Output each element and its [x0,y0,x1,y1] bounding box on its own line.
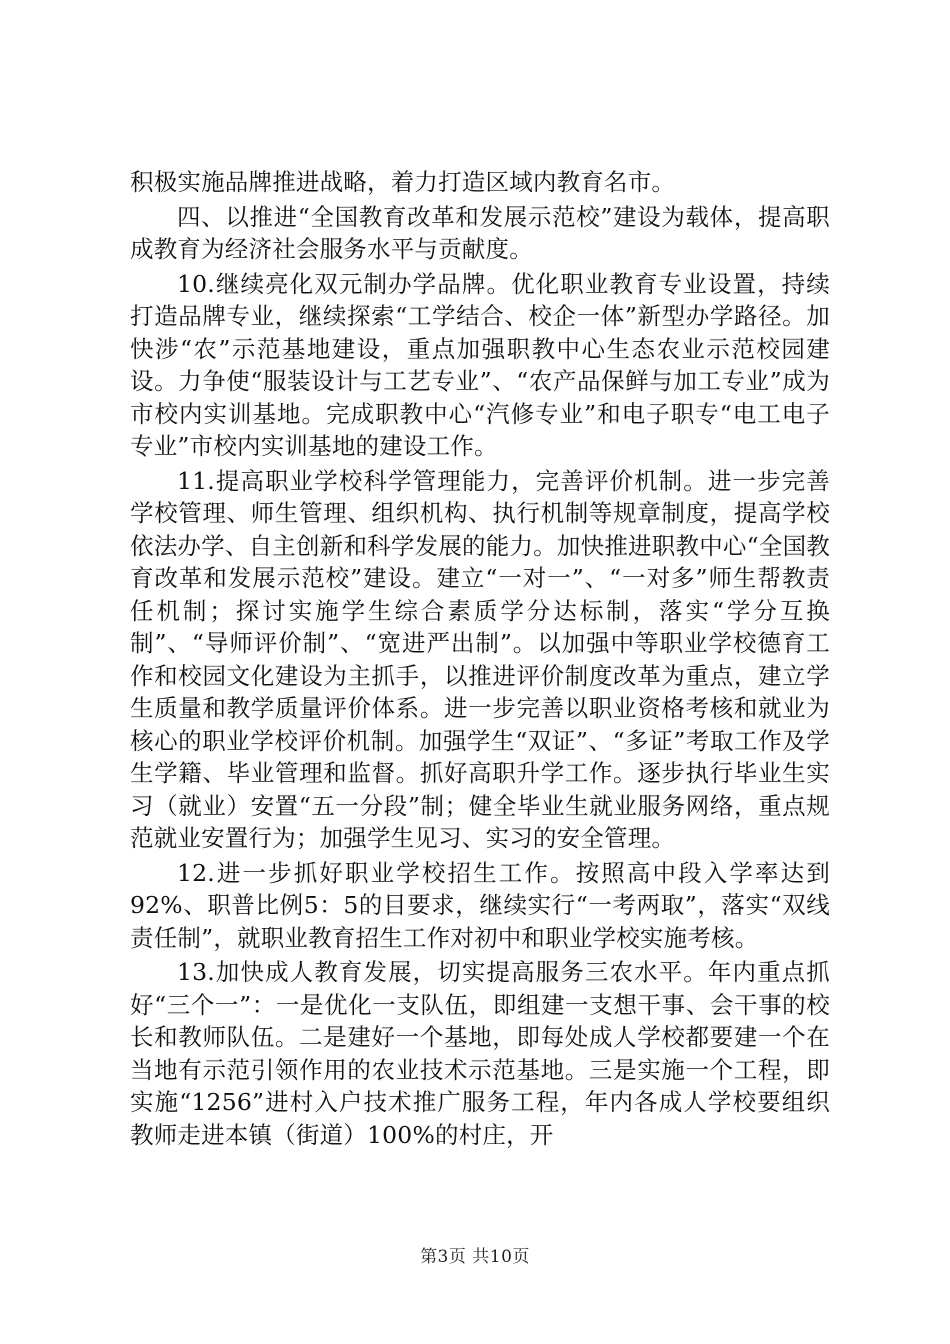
paragraph-1: 积极实施品牌推进战略，着力打造区域内教育名市。 [130,168,676,196]
page-number-footer: 第3页 共10页 [420,1247,530,1267]
paragraph-4: 11.提高职业学校科学管理能力，完善评价机制。进一步完善学校管理、师生管理、组织机构、执行机制等规章制度，提高学校依法办学、自主创新和科学发展的能力。加快推进职教中心“全国教育改革和发展示范校”建设。建立“一对一”、“一对多”师生帮教责任机制；探讨实施学生综合素质学分达标制，落实“学分互换制”、“导师评价制”、“宽进严出制”。以加强中等职业学校德育工作和校园文化建设为主抓手，以推进评价制度改革为重点，建立学生质量和教学质量评价体系。进一步完善以职业资格考核和就业为核心的职业学校评价机制。加强学生“双证”、“多证”考取工作及学生学籍、毕业管理和监督。抓好高职升学工作。逐步执行毕业生实习（就业）安置“五一分段”制；健全毕业生就业服务网络，重点规范就业安置行为；加强学生见习、实习的安全管理。 [130,466,830,852]
paragraph-2: 四、以推进“全国教育改革和发展示范校”建设为载体，提高职成教育为经济社会服务水平与贡献度。 [130,202,830,263]
paragraph-6: 13.加快成人教育发展，切实提高服务三农水平。年内重点抓好“三个一”：一是优化一支队伍，即组建一支想干事、会干事的校长和教师队伍。二是建好一个基地，即每处成人学校都要建一个在当地有示范引领作用的农业技术示范基地。三是实施一个工程，即实施“1256”进村入户技术推广服务工程，年内各成人学校要组织教师走进本镇（街道）100%的村庄，开 [130,958,830,1149]
paragraph-3: 10.继续亮化双元制办学品牌。优化职业教育专业设置，持续打造品牌专业，继续探索“工学结合、校企一体”新型办学路径。加快涉“农”示范基地建设，重点加强职教中心生态农业示范校园建设。力争使“服装设计与工艺专业”、“农产品保鲜与加工专业”成为市校内实训基地。完成职教中心“汽修专业”和电子职专“电工电子专业”市校内实训基地的建设工作。 [130,269,830,460]
document-body [130,166,830,1151]
paragraph-5: 12.进一步抓好职业学校招生工作。按照高中段入学率达到92%、职普比例5：5的目要求，继续实行“一考两取”，落实“双线责任制”，就职业教育招生工作对初中和职业学校实施考核。 [130,858,830,952]
